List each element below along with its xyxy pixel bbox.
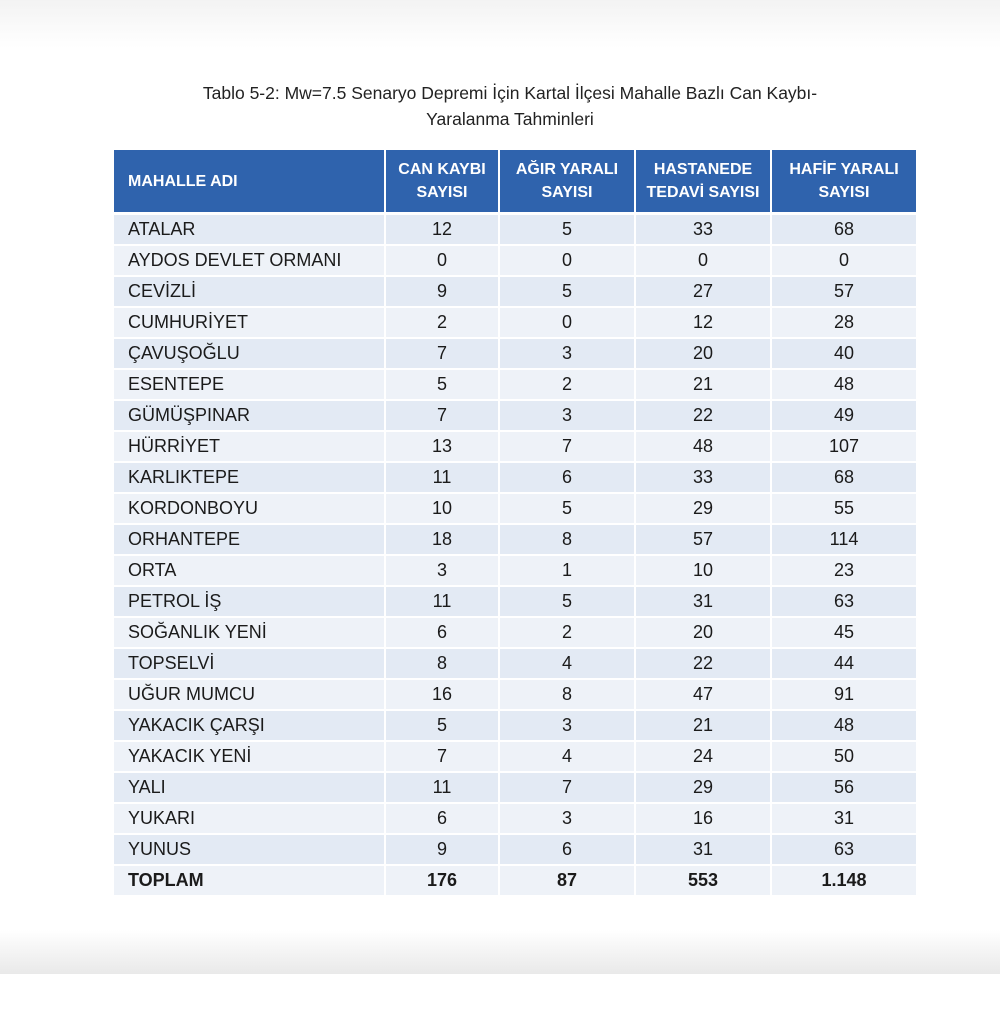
light-injured-cell: 63: [772, 835, 916, 866]
hospital-treatment-cell: 48: [636, 432, 770, 463]
top-shade: [0, 0, 1000, 48]
hospital-treatment-cell: 20: [636, 618, 770, 649]
casualty-table: [112, 150, 918, 897]
table-row: [114, 773, 916, 804]
deaths-cell: 9: [386, 835, 498, 866]
hospital-treatment-cell: 553: [636, 866, 770, 897]
light-injured-cell: 55: [772, 494, 916, 525]
hospital-treatment-cell: 22: [636, 649, 770, 680]
light-injured-cell: 45: [772, 618, 916, 649]
light-injured-cell: 50: [772, 742, 916, 773]
deaths-cell: 8: [386, 649, 498, 680]
deaths-cell: 13: [386, 432, 498, 463]
severe-injured-cell: 3: [500, 804, 634, 835]
severe-injured-cell: 6: [500, 835, 634, 866]
light-injured-cell: 63: [772, 587, 916, 618]
severe-injured-cell: 2: [500, 618, 634, 649]
hospital-treatment-cell: 27: [636, 277, 770, 308]
hospital-treatment-cell: 21: [636, 370, 770, 401]
deaths-cell: 5: [386, 711, 498, 742]
light-injured-cell: 114: [772, 525, 916, 556]
neighborhood-name: UĞUR MUMCU: [114, 680, 384, 711]
neighborhood-name: AYDOS DEVLET ORMANI: [114, 246, 384, 277]
neighborhood-name: YUKARI: [114, 804, 384, 835]
deaths-cell: 11: [386, 587, 498, 618]
severe-injured-cell: 0: [500, 308, 634, 339]
total-row: [114, 866, 916, 897]
hospital-treatment-cell: 22: [636, 401, 770, 432]
severe-injured-cell: 7: [500, 773, 634, 804]
deaths-cell: 9: [386, 277, 498, 308]
hospital-treatment-cell: 20: [636, 339, 770, 370]
severe-injured-cell: 1: [500, 556, 634, 587]
table-row: [114, 680, 916, 711]
table-row: [114, 804, 916, 835]
header-deaths: CAN KAYBI SAYISI: [386, 150, 498, 215]
neighborhood-name: HÜRRİYET: [114, 432, 384, 463]
light-injured-cell: 107: [772, 432, 916, 463]
caption-line-1: Tablo 5-2: Mw=7.5 Senaryo Depremi İçin Kartal İlçesi Mahalle Bazlı Can Kaybı-: [202, 83, 818, 103]
hospital-treatment-cell: 31: [636, 835, 770, 866]
deaths-cell: 0: [386, 246, 498, 277]
table-row: [114, 587, 916, 618]
deaths-cell: 6: [386, 804, 498, 835]
light-injured-cell: 31: [772, 804, 916, 835]
deaths-cell: 7: [386, 742, 498, 773]
table-row: [114, 618, 916, 649]
table-row: [114, 494, 916, 525]
table-body: [114, 215, 916, 897]
severe-injured-cell: 8: [500, 525, 634, 556]
severe-injured-cell: 87: [500, 866, 634, 897]
deaths-cell: 7: [386, 401, 498, 432]
deaths-cell: 16: [386, 680, 498, 711]
light-injured-cell: 40: [772, 339, 916, 370]
severe-injured-cell: 7: [500, 432, 634, 463]
deaths-cell: 176: [386, 866, 498, 897]
hospital-treatment-cell: 57: [636, 525, 770, 556]
table-row: [114, 711, 916, 742]
severe-injured-cell: 5: [500, 587, 634, 618]
hospital-treatment-cell: 33: [636, 463, 770, 494]
table-row: [114, 432, 916, 463]
table-row: [114, 835, 916, 866]
total-label: TOPLAM: [114, 866, 384, 897]
table-row: [114, 401, 916, 432]
deaths-cell: 12: [386, 215, 498, 246]
neighborhood-name: YAKACIK YENİ: [114, 742, 384, 773]
light-injured-cell: 28: [772, 308, 916, 339]
neighborhood-name: TOPSELVİ: [114, 649, 384, 680]
light-injured-cell: 1.148: [772, 866, 916, 897]
severe-injured-cell: 3: [500, 711, 634, 742]
light-injured-cell: 91: [772, 680, 916, 711]
table-row: [114, 742, 916, 773]
deaths-cell: 7: [386, 339, 498, 370]
neighborhood-name: GÜMÜŞPINAR: [114, 401, 384, 432]
hospital-treatment-cell: 0: [636, 246, 770, 277]
table-row: [114, 525, 916, 556]
table-row: [114, 246, 916, 277]
severe-injured-cell: 4: [500, 649, 634, 680]
header-severe-injured: AĞIR YARALI SAYISI: [500, 150, 634, 215]
hospital-treatment-cell: 24: [636, 742, 770, 773]
deaths-cell: 2: [386, 308, 498, 339]
hospital-treatment-cell: 12: [636, 308, 770, 339]
severe-injured-cell: 0: [500, 246, 634, 277]
neighborhood-name: YAKACIK ÇARŞI: [114, 711, 384, 742]
light-injured-cell: 56: [772, 773, 916, 804]
severe-injured-cell: 3: [500, 401, 634, 432]
hospital-treatment-cell: 47: [636, 680, 770, 711]
neighborhood-name: ORTA: [114, 556, 384, 587]
severe-injured-cell: 5: [500, 494, 634, 525]
table-row: [114, 556, 916, 587]
neighborhood-name: YALI: [114, 773, 384, 804]
severe-injured-cell: 8: [500, 680, 634, 711]
light-injured-cell: 0: [772, 246, 916, 277]
neighborhood-name: ÇAVUŞOĞLU: [114, 339, 384, 370]
neighborhood-name: YUNUS: [114, 835, 384, 866]
neighborhood-name: CUMHURİYET: [114, 308, 384, 339]
header-light-injured: HAFİF YARALI SAYISI: [772, 150, 916, 215]
deaths-cell: 3: [386, 556, 498, 587]
severe-injured-cell: 5: [500, 215, 634, 246]
light-injured-cell: 48: [772, 370, 916, 401]
neighborhood-name: PETROL İŞ: [114, 587, 384, 618]
light-injured-cell: 68: [772, 215, 916, 246]
table-row: [114, 649, 916, 680]
neighborhood-name: ATALAR: [114, 215, 384, 246]
casualty-table-container: [114, 150, 914, 897]
hospital-treatment-cell: 16: [636, 804, 770, 835]
severe-injured-cell: 4: [500, 742, 634, 773]
table-caption: [100, 80, 920, 132]
severe-injured-cell: 2: [500, 370, 634, 401]
light-injured-cell: 57: [772, 277, 916, 308]
table-row: [114, 370, 916, 401]
neighborhood-name: ORHANTEPE: [114, 525, 384, 556]
hospital-treatment-cell: 21: [636, 711, 770, 742]
deaths-cell: 11: [386, 773, 498, 804]
severe-injured-cell: 5: [500, 277, 634, 308]
caption-line-2: Yaralanma Tahminleri: [426, 109, 594, 129]
deaths-cell: 10: [386, 494, 498, 525]
neighborhood-name: CEVİZLİ: [114, 277, 384, 308]
light-injured-cell: 48: [772, 711, 916, 742]
severe-injured-cell: 3: [500, 339, 634, 370]
table-row: [114, 308, 916, 339]
neighborhood-name: SOĞANLIK YENİ: [114, 618, 384, 649]
header-hospital-treatment: HASTANEDE TEDAVİ SAYISI: [636, 150, 770, 215]
light-injured-cell: 44: [772, 649, 916, 680]
header-neighborhood: MAHALLE ADI: [114, 150, 384, 215]
severe-injured-cell: 6: [500, 463, 634, 494]
bottom-shade: [0, 930, 1000, 974]
table-row: [114, 339, 916, 370]
neighborhood-name: ESENTEPE: [114, 370, 384, 401]
hospital-treatment-cell: 29: [636, 494, 770, 525]
hospital-treatment-cell: 10: [636, 556, 770, 587]
table-row: [114, 463, 916, 494]
hospital-treatment-cell: 29: [636, 773, 770, 804]
deaths-cell: 6: [386, 618, 498, 649]
light-injured-cell: 23: [772, 556, 916, 587]
header-row: [114, 150, 916, 215]
hospital-treatment-cell: 31: [636, 587, 770, 618]
table-row: [114, 277, 916, 308]
table-row: [114, 215, 916, 246]
deaths-cell: 18: [386, 525, 498, 556]
deaths-cell: 5: [386, 370, 498, 401]
light-injured-cell: 49: [772, 401, 916, 432]
neighborhood-name: KORDONBOYU: [114, 494, 384, 525]
hospital-treatment-cell: 33: [636, 215, 770, 246]
light-injured-cell: 68: [772, 463, 916, 494]
deaths-cell: 11: [386, 463, 498, 494]
neighborhood-name: KARLIKTEPE: [114, 463, 384, 494]
